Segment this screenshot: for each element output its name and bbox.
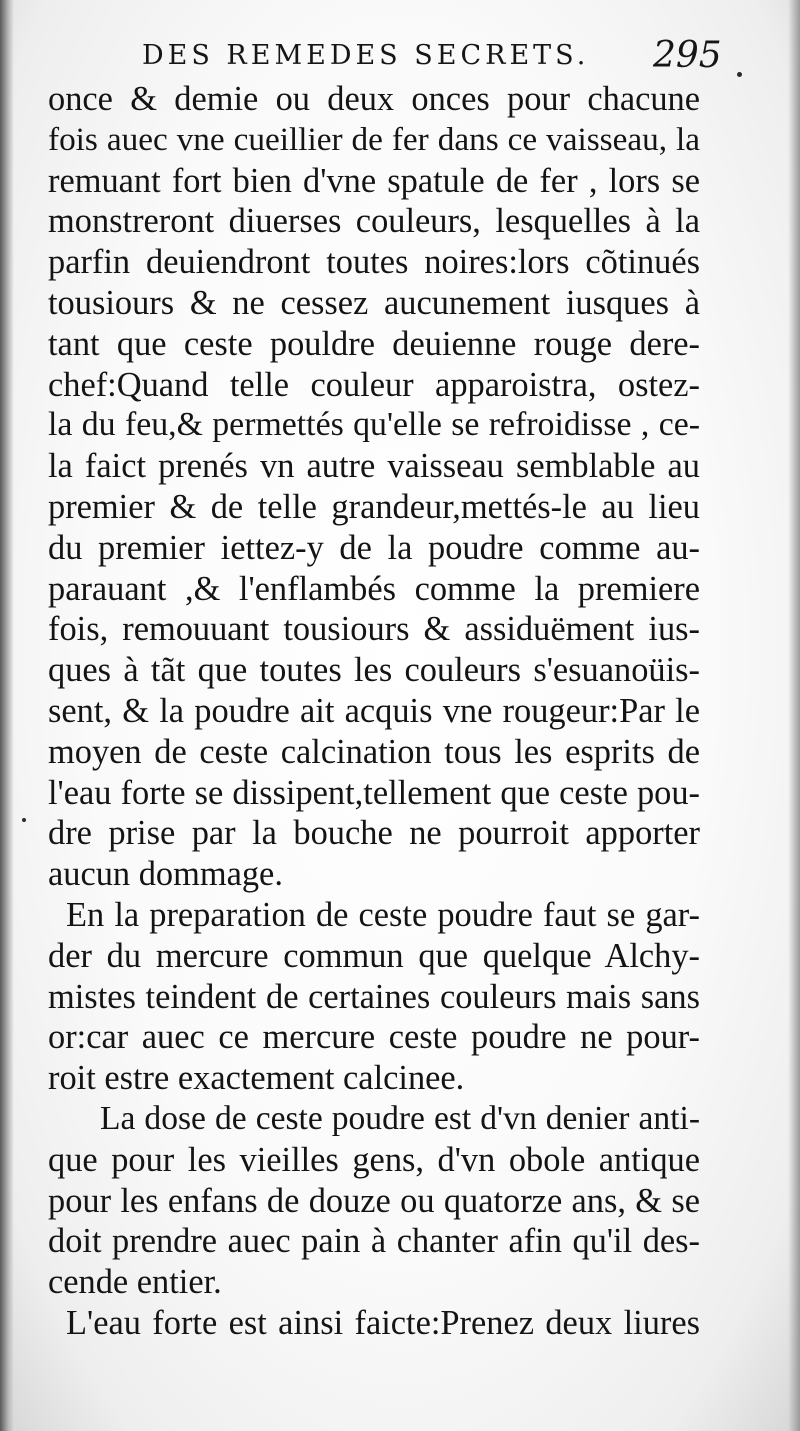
text-line: monstreront diuerses couleurs, lesquelles à la <box>48 202 700 241</box>
text-line: cende entier. <box>48 1263 222 1302</box>
text-line: dre prise par la bouche ne pourroit apporter <box>48 814 700 853</box>
ink-speck <box>22 818 26 822</box>
text-line: remuant fort bien d'vne spatule de fer , lors se <box>48 161 700 200</box>
text-line: l'eau forte se dissipent,tellement que ceste pou- <box>48 773 700 812</box>
text-line: or:car auec ce mercure ceste poudre ne pour- <box>48 1018 700 1057</box>
text-line: la du feu,& permettés qu'elle se refroidisse , ce- <box>48 406 700 444</box>
text-line: tousiours & ne cessez aucunement iusques à <box>48 283 700 322</box>
page-number: 295 <box>653 35 722 76</box>
text-line: tant que ceste pouldre deuienne rouge dere- <box>48 324 700 363</box>
text-line: aucun dommage. <box>48 855 283 894</box>
text-line: once & demie ou deux onces pour chacune <box>48 80 700 118</box>
running-head: DES REMEDES SECRETS. <box>142 40 590 71</box>
text-line: que pour les vieilles gens, d'vn obole antique <box>48 1140 700 1179</box>
text-line: parauant ,& l'enflambés comme la premiere <box>48 569 700 608</box>
page-text <box>48 79 700 1344</box>
paragraph-start-line: En la preparation de ceste poudre faut se gar- <box>66 895 700 934</box>
text-line: chef:Quand telle couleur apparoistra, ostez- <box>48 365 700 404</box>
text-line: premier & de telle grandeur,mettés-le au lieu <box>48 487 700 526</box>
text-line: pour les enfans de douze ou quatorze ans, & se <box>48 1181 700 1220</box>
text-line: doit prendre auec pain à chanter afin qu'il des- <box>48 1222 700 1261</box>
text-line: la faict prenés vn autre vaisseau semblable au <box>48 447 700 486</box>
text-line: roit estre exactement calcinee. <box>48 1059 465 1098</box>
text-line: moyen de ceste calcination tous les esprits de <box>48 732 700 771</box>
text-line: mistes teindent de certaines couleurs mais sans <box>48 977 700 1016</box>
paragraph-start-line: L'eau forte est ainsi faicte:Prenez deux liures <box>66 1303 700 1342</box>
text-line: der du mercure commun que quelque Alchy- <box>48 936 700 975</box>
gutter-shadow <box>0 0 14 1431</box>
text-line: fois, remouuant tousiours & assiduëment ius- <box>48 610 700 649</box>
ink-speck <box>737 72 742 77</box>
text-line: du premier iettez-y de la poudre comme au- <box>48 528 700 567</box>
text-line: sent, & la poudre ait acquis vne rougeur:Par le <box>48 691 700 730</box>
text-line: parfin deuiendront toutes noires:lors cõtinués <box>48 243 700 282</box>
text-line: fois auec vne cueillier de fer dans ce vaisseau, la <box>48 120 700 158</box>
paragraph-start-line: La dose de ceste poudre est d'vn denier anti- <box>100 1099 700 1137</box>
text-line: ques à tãt que toutes les couleurs s'esuanoüis- <box>48 651 700 690</box>
edge-shadow <box>788 0 800 1431</box>
